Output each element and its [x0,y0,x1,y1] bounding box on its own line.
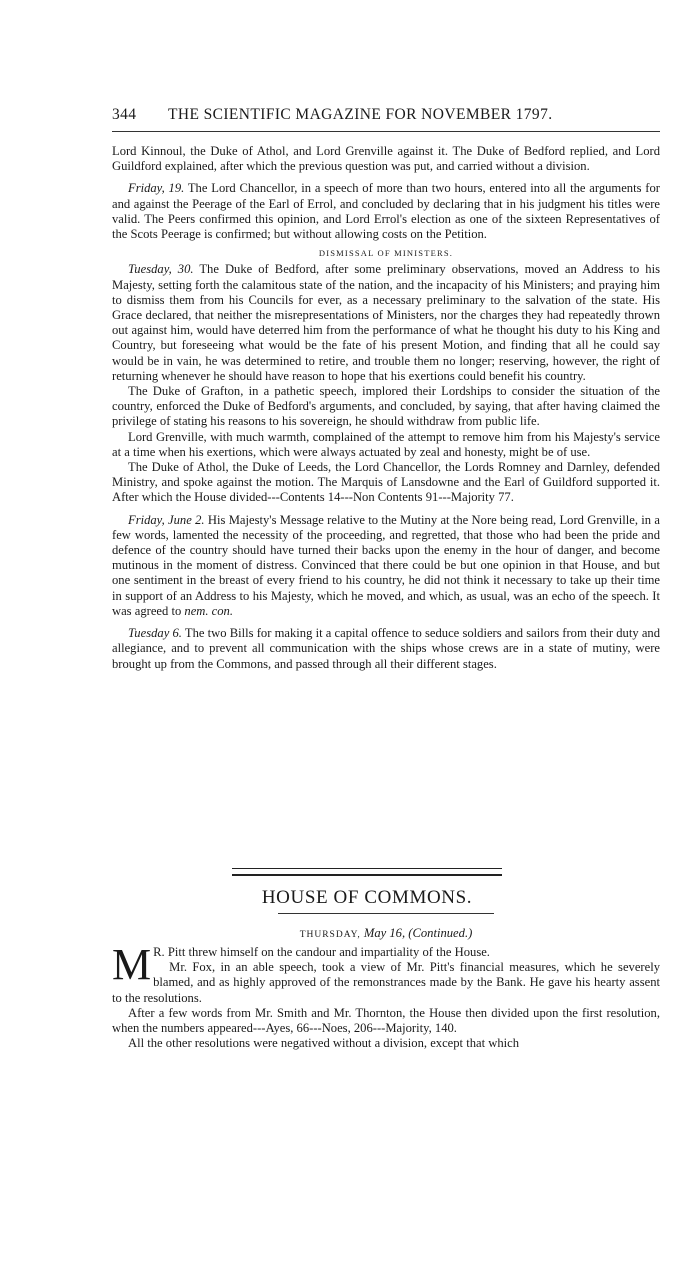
paragraph-other-resolutions: All the other resolutions were negatived without a division, except that which [128,1036,520,1051]
section-divider [232,868,502,876]
paragraph-pitt-text: Pitt threw himself on the candour and impartiality of the House. [164,945,490,959]
dateline-continued: (Continued.) [408,926,473,940]
header-rule [112,131,660,132]
paragraph-division: The Duke of Athol, the Duke of Leeds, the Lord Chancellor, the Lords Romney and Darnley, defended Ministry, and spoke against the motion. The Marquis of Lansdowne and the Earl of Guildford supported it. After which the House divided---Contents 14---Non Contents 91---Majority 77. [112,460,660,505]
date-tuesday-6: Tuesday 6. [128,626,182,641]
running-title: THE SCIENTIFIC MAGAZINE FOR NOVEMBER 1797. [168,106,553,123]
title-underline [278,913,494,914]
paragraph-friday-june-2 [112,513,660,619]
date-friday-june-2: Friday, June 2. [128,512,205,527]
house-of-lords-report [112,144,660,672]
paragraph-tuesday-30-text: The Duke of Bedford, after some preliminary observations, moved an Address to his Majesty, setting forth the calamitous state of the nation, and the incapacity of his Ministers; and praying him to dismiss them from his Councils for ever, as a necessary preliminary to the salvation of the state. His Grace declared, that neither the misrepresentations of Ministers, nor the charges they had repeatedly thrown out against him, would have deterred him from the performance of what he thought his duty to his King and Country, but foreseeing what would be the fate of his present Motion, and finding that all he could say would be in vain, he was determined to retire, and trouble them no longer; reserving, however, the right of returning whenever he should have reason to hope that his exertions could benefit his country. [112,262,660,383]
section-title: HOUSE OF COMMONS. [261,887,473,908]
paragraph-pitt-lead: R. [153,945,165,959]
running-header [112,106,660,124]
date-friday-19: Friday, 19. [128,181,185,196]
paragraph-friday-19 [112,181,660,242]
paragraph-tuesday-6-text: The two Bills for making it a capital offence to seduce soldiers and sailors from their duty and allegiance, and to prevent all communication with the ships whose crews are in a state of mutiny, were brought up from the Commons, and passed through all their different stages. [112,626,660,671]
paragraph-kinnoul: Lord Kinnoul, the Duke of Athol, and Lord Grenville against it. The Duke of Bedford replied, and Lord Guildford explained, after which the previous question was put, and carried without a division. [112,144,660,174]
page-number: 344 [112,106,137,123]
paragraph-tuesday-6 [112,626,660,672]
dateline-date: May 16, [360,926,409,940]
paragraph-friday-june-2-text: His Majesty's Message relative to the Mutiny at the Nore being read, Lord Grenville, in a few words, lamented the necessity of the proceeding, and regretted, that those who had been the pride and defence of the country should have turned their backs upon the enemy in the hour of danger, and become mutinous in the moment of distress. Convinced that there could be but one opinion in that House, and but one sentiment in the breast of every friend to his country, he did not think it necessary to take up their time in support of an Address to his Majesty, which he moved, and which, as usual, was an echo of the speech. It was agreed to [112,512,660,618]
nem-con: nem. con. [184,603,234,618]
paragraph-friday-19-text: The Lord Chancellor, in a speech of more than two hours, entered into all the arguments for and against the Peerage of the Earl of Errol, and concluded by declaring that in his judgment his titles were valid. The Peers confirmed this opinion, and Lord Errol's election as one of the sixteen Representatives of the Scots Peerage is confirmed; but without allowing costs on the Petition. [112,181,660,242]
date-tuesday-30: Tuesday, 30. [128,262,194,277]
paragraph-tuesday-30 [112,262,660,384]
commons-dateline [112,926,660,941]
paragraph-fox: Mr. Fox, in an able speech, took a view of Mr. Pitt's financial measures, which he severely blamed, and as highly approved of the remonstrances made by the Bank. He gave his hearty assent to the resolutions. [112,960,660,1005]
paragraph-grafton: The Duke of Grafton, in a pathetic speech, implored their Lordships to consider the situation of the country, enforced the Duke of Bedford's arguments, and concluded, by saying, that after having claimed the privilege of stating his reasons to his sovereign, he should withdraw from public life. [112,384,660,429]
house-of-commons-report [112,940,660,1051]
subhead-dismissal-of-ministers: DISMISSAL OF MINISTERS. [318,248,454,259]
drop-cap: M [112,940,152,989]
paragraph-grenville: Lord Grenville, with much warmth, complained of the attempt to remove him from his Majesty's service at a time when his exertions, which were always actuated by zeal and honesty, might be of use. [112,429,660,459]
dateline-day: THURSDAY, [299,930,361,940]
paragraph-commons-division: After a few words from Mr. Smith and Mr. Thornton, the House then divided upon the first resolution, when the numbers appeared---Ayes, 66---Noes, 206---Majority, 140. [112,1005,660,1036]
